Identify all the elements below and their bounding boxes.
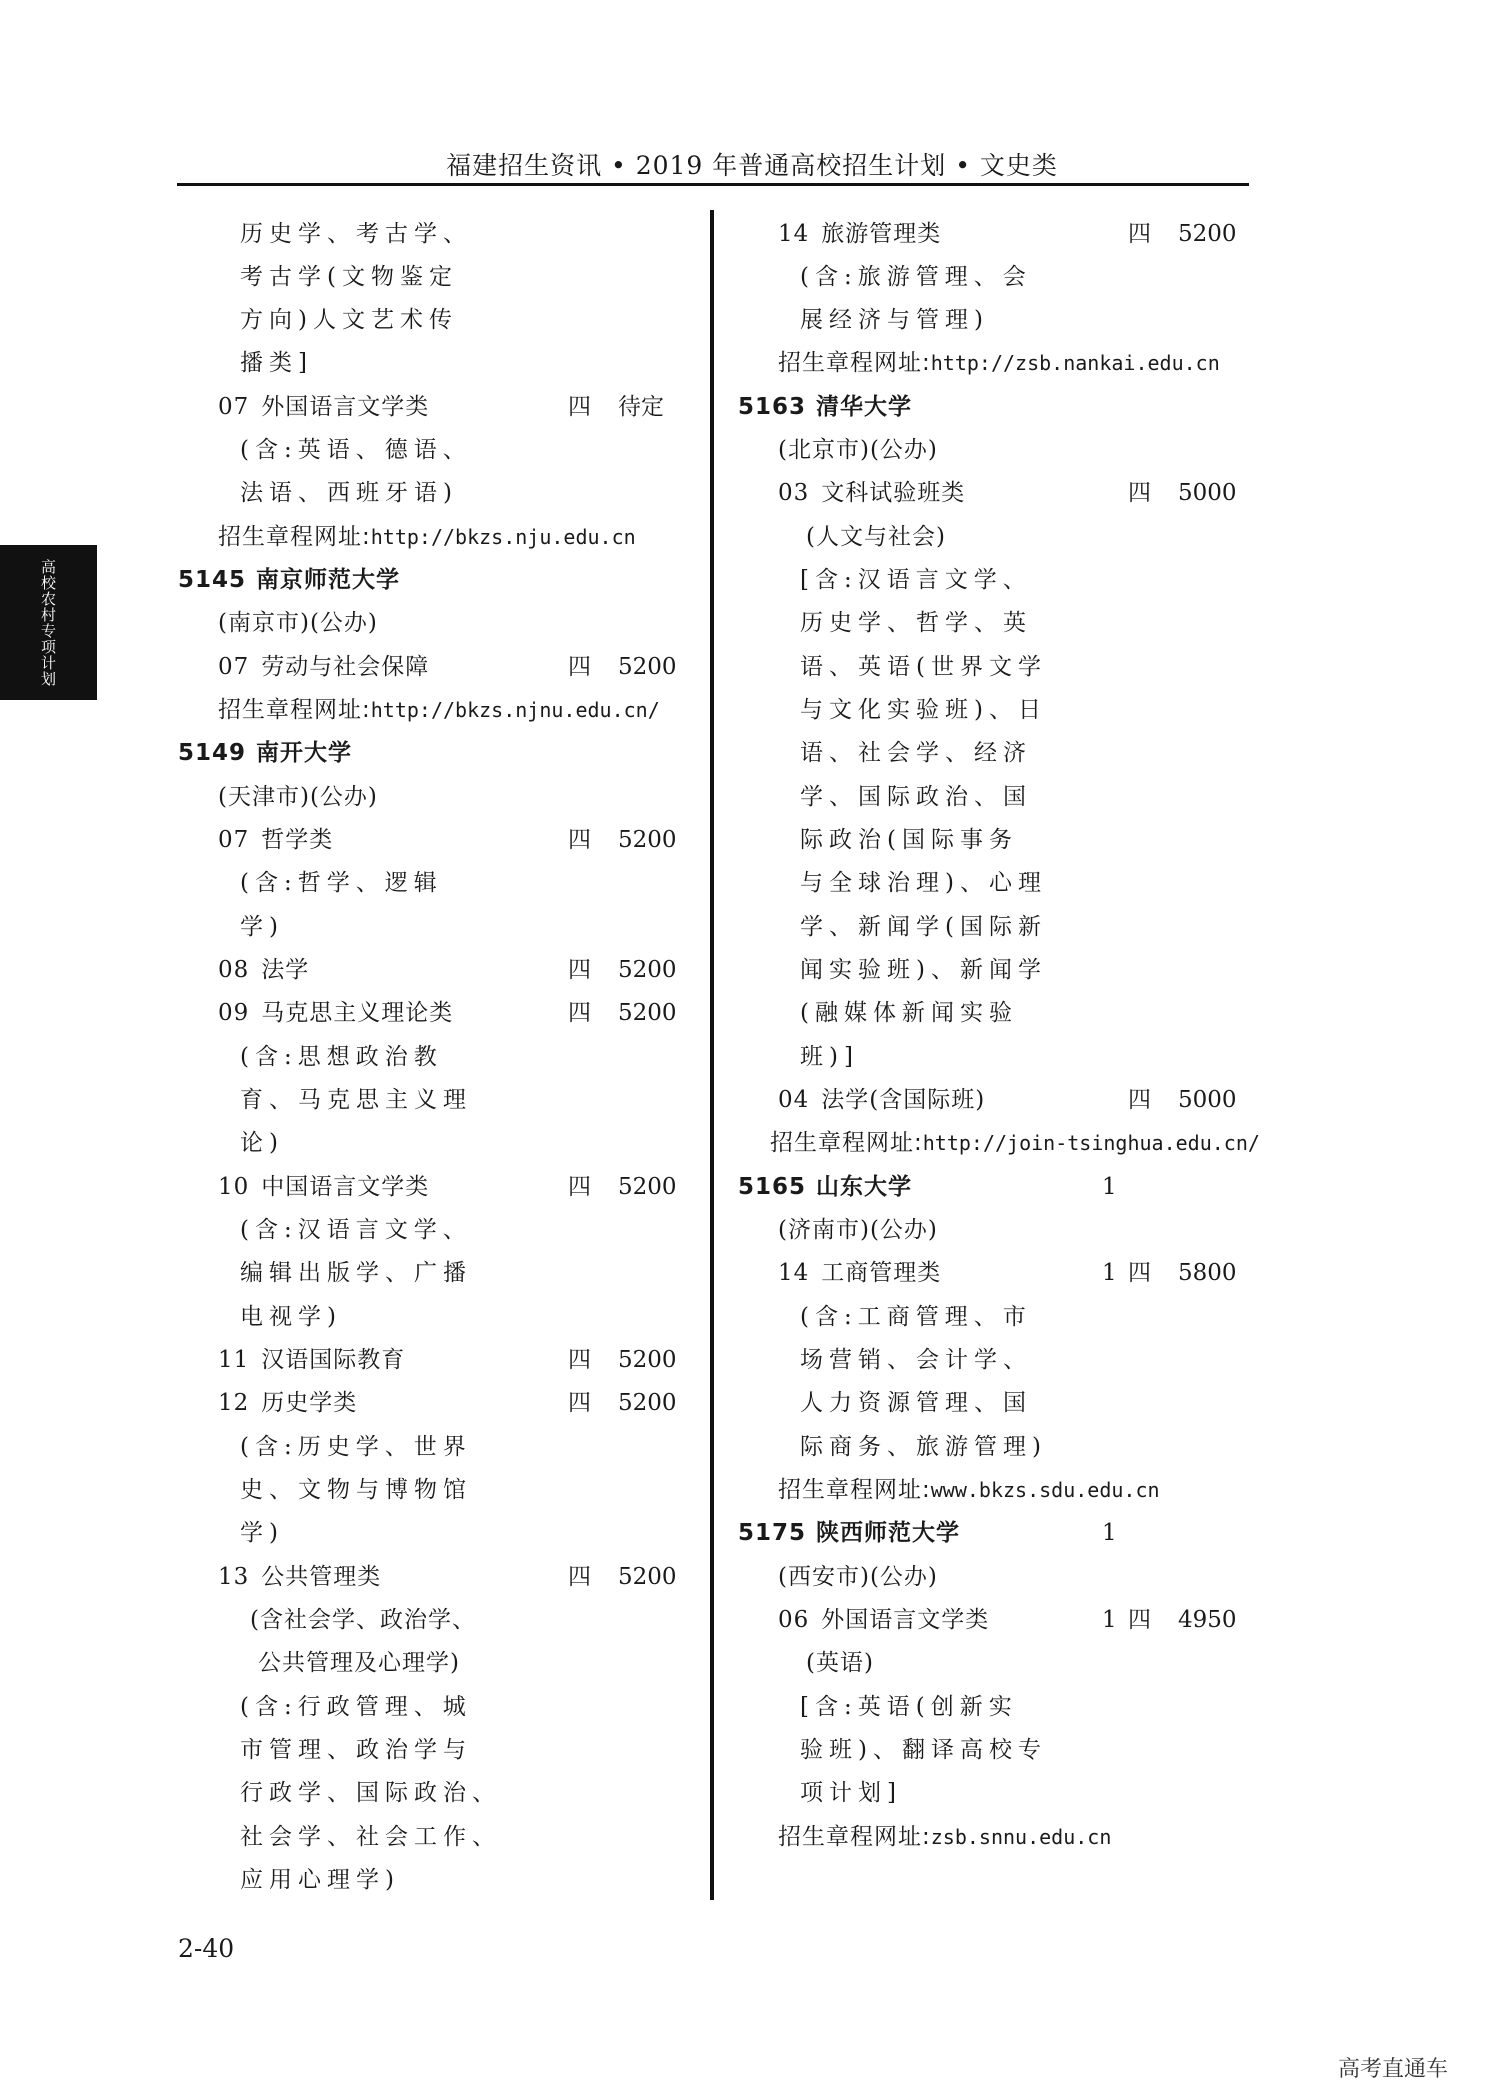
school-code: 5145 bbox=[178, 567, 247, 593]
major-code: 09 bbox=[218, 1000, 250, 1026]
major-name: 公共管理类 bbox=[261, 1564, 382, 1590]
major-name: 汉语国际教育 bbox=[261, 1347, 406, 1373]
major-detail-line: 人力资源管理、国 bbox=[800, 1390, 1032, 1416]
admission-url-row bbox=[778, 1475, 1160, 1505]
major-years: 四 bbox=[568, 1000, 591, 1026]
major-detail-line: 育、马克思主义理 bbox=[240, 1087, 472, 1113]
major-fee: 4950 bbox=[1178, 1607, 1237, 1633]
major-code: 03 bbox=[778, 480, 810, 506]
major-code: 11 bbox=[218, 1347, 250, 1373]
url-label: 招生章程网址: bbox=[778, 1477, 931, 1503]
major-detail-line: 语、英语(世界文学 bbox=[800, 654, 1047, 680]
url-label: 招生章程网址: bbox=[778, 350, 931, 376]
major-name: 马克思主义理论类 bbox=[261, 1000, 454, 1026]
major-detail-line: 行政学、国际政治、 bbox=[240, 1780, 501, 1806]
admission-url-link[interactable]: http://bkzs.njnu.edu.cn/ bbox=[370, 698, 660, 722]
major-detail-line: (含:行政管理、城 bbox=[240, 1694, 472, 1720]
major-years: 四 bbox=[1128, 1087, 1151, 1113]
school-name: 陕西师范大学 bbox=[816, 1520, 961, 1546]
school-location: (北京市)(公办) bbox=[778, 437, 938, 463]
major-detail-line: (含:汉语言文学、 bbox=[240, 1217, 472, 1243]
major-name: 法学 bbox=[261, 957, 310, 983]
major-row bbox=[778, 1085, 985, 1115]
admission-url-row bbox=[778, 1822, 1111, 1852]
major-detail-line: 与全球治理)、心理 bbox=[800, 870, 1047, 896]
url-label: 招生章程网址: bbox=[778, 1824, 931, 1850]
major-row bbox=[778, 1258, 941, 1288]
major-detail-line: 市管理、政治学与 bbox=[240, 1737, 472, 1763]
school-name: 南京师范大学 bbox=[256, 567, 401, 593]
admission-url-row bbox=[770, 1128, 1260, 1158]
major-name: 中国语言文学类 bbox=[261, 1174, 430, 1200]
school-name: 清华大学 bbox=[816, 394, 913, 420]
major-fee: 5200 bbox=[618, 1564, 677, 1590]
major-detail-line: 史、文物与博物馆 bbox=[240, 1477, 472, 1503]
major-detail-line: 学) bbox=[240, 1520, 284, 1546]
school-row bbox=[738, 1172, 912, 1202]
major-detail-line: 方向)人文艺术传 bbox=[240, 307, 458, 333]
major-detail-line: 场营销、会计学、 bbox=[800, 1347, 1032, 1373]
major-detail-line: 学) bbox=[240, 914, 284, 940]
admission-url-link[interactable]: zsb.snnu.edu.cn bbox=[930, 1825, 1112, 1849]
major-fee: 5200 bbox=[618, 1347, 677, 1373]
major-detail-line: 闻实验班)、新闻学 bbox=[800, 957, 1047, 983]
major-name: 法学(含国际班) bbox=[821, 1087, 986, 1113]
admission-url-row bbox=[778, 348, 1220, 378]
admission-url-link[interactable]: http://bkzs.nju.edu.cn bbox=[370, 525, 636, 549]
school-location: (天津市)(公办) bbox=[218, 784, 378, 810]
admission-url-link[interactable]: www.bkzs.sdu.edu.cn bbox=[930, 1478, 1160, 1502]
major-fee: 5000 bbox=[1178, 480, 1237, 506]
school-code: 5165 bbox=[738, 1174, 807, 1200]
school-location: (西安市)(公办) bbox=[778, 1564, 938, 1590]
major-detail-line: 电视学) bbox=[240, 1304, 342, 1330]
major-count: 1 bbox=[1102, 1607, 1117, 1633]
major-detail-line: [含:汉语言文学、 bbox=[800, 567, 1032, 593]
major-years: 四 bbox=[1128, 221, 1151, 247]
major-detail-line: (含社会学、政治学、 bbox=[250, 1607, 476, 1633]
school-name: 南开大学 bbox=[256, 740, 353, 766]
major-name: 外国语言文学类 bbox=[821, 1607, 990, 1633]
school-count: 1 bbox=[1102, 1520, 1117, 1546]
major-name: 哲学类 bbox=[261, 827, 334, 853]
major-detail-line: 应用心理学) bbox=[240, 1867, 400, 1893]
major-detail-line: [含:英语(创新实 bbox=[800, 1694, 1018, 1720]
url-label: 招生章程网址: bbox=[770, 1130, 923, 1156]
url-label: 招生章程网址: bbox=[218, 697, 371, 723]
major-detail-line: 语、社会学、经济 bbox=[800, 740, 1032, 766]
major-code: 10 bbox=[218, 1174, 250, 1200]
major-detail-line: 展经济与管理) bbox=[800, 307, 989, 333]
major-fee: 5200 bbox=[618, 957, 677, 983]
major-fee: 5200 bbox=[618, 1174, 677, 1200]
school-location: (济南市)(公办) bbox=[778, 1217, 938, 1243]
major-years: 四 bbox=[568, 957, 591, 983]
major-detail-line: (英语) bbox=[806, 1650, 874, 1676]
major-code: 12 bbox=[218, 1390, 250, 1416]
major-count: 1 bbox=[1102, 1260, 1117, 1286]
major-code: 06 bbox=[778, 1607, 810, 1633]
school-row bbox=[738, 1518, 960, 1548]
major-years: 四 bbox=[568, 1564, 591, 1590]
major-years: 四 bbox=[568, 1174, 591, 1200]
major-detail-line: 播类] bbox=[240, 350, 313, 376]
admission-url-link[interactable]: http://zsb.nankai.edu.cn bbox=[930, 351, 1220, 375]
major-detail-line: 论) bbox=[240, 1130, 284, 1156]
admission-url-link[interactable]: http://join-tsinghua.edu.cn/ bbox=[922, 1131, 1260, 1155]
major-detail-line: (含:旅游管理、会 bbox=[800, 264, 1032, 290]
url-label: 招生章程网址: bbox=[218, 524, 371, 550]
major-detail-line: (含:哲学、逻辑 bbox=[240, 870, 443, 896]
major-detail-line: 法语、西班牙语) bbox=[240, 480, 458, 506]
major-fee: 5200 bbox=[618, 1000, 677, 1026]
school-code: 5149 bbox=[178, 740, 247, 766]
major-years: 四 bbox=[568, 394, 591, 420]
page-number: 2-40 bbox=[178, 1934, 235, 1963]
major-years: 四 bbox=[568, 1347, 591, 1373]
major-detail-line: (含:思想政治教 bbox=[240, 1044, 443, 1070]
major-years: 四 bbox=[568, 1390, 591, 1416]
major-code: 13 bbox=[218, 1564, 250, 1590]
major-row bbox=[778, 478, 965, 508]
major-code: 07 bbox=[218, 654, 250, 680]
major-years: 四 bbox=[1128, 480, 1151, 506]
major-fee: 5200 bbox=[618, 827, 677, 853]
school-name: 山东大学 bbox=[816, 1174, 913, 1200]
major-detail-line: 际商务、旅游管理) bbox=[800, 1434, 1047, 1460]
school-count: 1 bbox=[1102, 1174, 1117, 1200]
major-fee: 5200 bbox=[618, 654, 677, 680]
major-years: 四 bbox=[1128, 1607, 1151, 1633]
major-row bbox=[778, 1605, 989, 1635]
major-fee: 待定 bbox=[618, 394, 664, 420]
major-code: 14 bbox=[778, 221, 810, 247]
major-detail-line: (含:历史学、世界 bbox=[240, 1434, 472, 1460]
major-detail-line: 社会学、社会工作、 bbox=[240, 1824, 501, 1850]
school-row bbox=[738, 392, 912, 422]
major-fee: 5000 bbox=[1178, 1087, 1237, 1113]
major-years: 四 bbox=[568, 654, 591, 680]
major-detail-line: 学、国际政治、国 bbox=[800, 784, 1032, 810]
major-detail-line: (融媒体新闻实验 bbox=[800, 1000, 1018, 1026]
major-detail-line: 项计划] bbox=[800, 1780, 902, 1806]
major-code: 07 bbox=[218, 394, 250, 420]
major-code: 08 bbox=[218, 957, 250, 983]
major-name: 文科试验班类 bbox=[821, 480, 966, 506]
major-name: 旅游管理类 bbox=[821, 221, 942, 247]
side-tab-label: 高校农村专项计划 bbox=[39, 558, 57, 687]
major-years: 四 bbox=[568, 827, 591, 853]
major-name: 工商管理类 bbox=[821, 1260, 942, 1286]
major-years: 四 bbox=[1128, 1260, 1151, 1286]
watermark: 高考直通车 bbox=[1338, 2057, 1449, 2082]
major-detail-line: (人文与社会) bbox=[806, 524, 946, 550]
major-detail-line: 考古学(文物鉴定 bbox=[240, 264, 458, 290]
school-code: 5175 bbox=[738, 1520, 807, 1546]
major-name: 历史学类 bbox=[261, 1390, 358, 1416]
page-header: 福建招生资讯 • 2019 年普通高校招生计划 • 文史类 bbox=[446, 151, 1058, 180]
school-code: 5163 bbox=[738, 394, 807, 420]
major-detail-line: 学、新闻学(国际新 bbox=[800, 914, 1047, 940]
major-detail-line: 编辑出版学、广播 bbox=[240, 1260, 472, 1286]
major-code: 04 bbox=[778, 1087, 810, 1113]
major-detail-line: 班)] bbox=[800, 1044, 859, 1070]
major-name: 劳动与社会保障 bbox=[261, 654, 430, 680]
major-detail-line: 与文化实验班)、日 bbox=[800, 697, 1047, 723]
major-code: 14 bbox=[778, 1260, 810, 1286]
school-location: (南京市)(公办) bbox=[218, 610, 378, 636]
major-detail-line: 际政治(国际事务 bbox=[800, 827, 1018, 853]
major-fee: 5200 bbox=[1178, 221, 1237, 247]
major-row bbox=[778, 219, 941, 249]
major-detail-line: 历史学、哲学、英 bbox=[800, 610, 1032, 636]
major-detail-line: (含:工商管理、市 bbox=[800, 1304, 1032, 1330]
major-code: 07 bbox=[218, 827, 250, 853]
major-detail-line: 验班)、翻译高校专 bbox=[800, 1737, 1047, 1763]
major-detail-line: (含:英语、德语、 bbox=[240, 437, 472, 463]
major-fee: 5800 bbox=[1178, 1260, 1237, 1286]
column-divider bbox=[710, 210, 714, 1900]
major-fee: 5200 bbox=[618, 1390, 677, 1416]
major-name: 外国语言文学类 bbox=[261, 394, 430, 420]
major-detail-line: 公共管理及心理学) bbox=[258, 1650, 460, 1676]
major-detail-line: 历史学、考古学、 bbox=[240, 221, 472, 247]
